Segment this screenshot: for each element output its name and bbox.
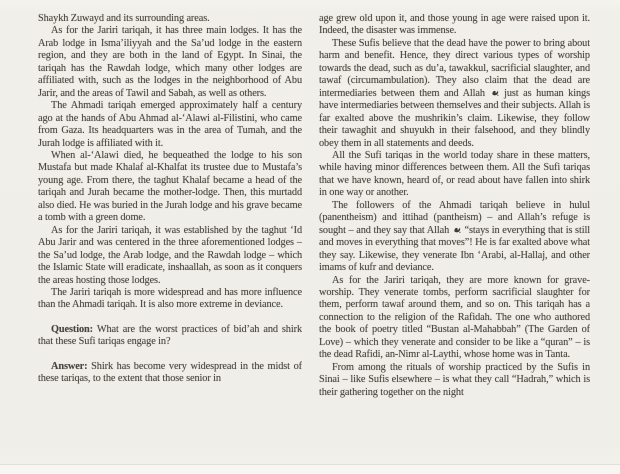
paragraph bbox=[319, 38, 590, 150]
paragraph: As for the Jariri tariqah, it was established by the taghut ‘Id Abu Jarir and was centered in the three aforementioned lodges – the Sa’ud lodge, the Arab lodge, and the Rawdah lodge – which the Islamic State will eradicate, inshaallah, as soon as it conquers the areas hosting those lodges. bbox=[38, 224, 302, 286]
allah-honorific-icon bbox=[453, 226, 461, 234]
paragraph bbox=[319, 200, 590, 275]
question-paragraph bbox=[38, 324, 302, 349]
question-text: What are the worst practices of bid’ah and shirk that these Sufi tariqas engage in? bbox=[38, 323, 302, 348]
paragraph-text: These Sufis believe that the dead have the power to bring about harm and benefit. Hence, they direct various types of worship towards the dead, such as du’a, tawakkul, sacrificial slaughter, and tawaf (circumambulation). They also claim that the dead are intermediaries between them and Allah bbox=[319, 37, 590, 99]
paragraph: When al-‘Alawi died, he bequeathed the lodge to his son Mustafa but made Khalaf al-Khalfat its trustee due to Mustafa’s young age. From there, the taghut Khalaf became a head of the tariqah and Jurah became the mother-lodge. Then, this murtadd also died. He was buried in the Jurah lodge and his grave became a tomb with a green dome. bbox=[38, 149, 302, 224]
page-bottom-edge bbox=[0, 464, 620, 474]
paragraph-text: “stays in everything that is still and moves in everything that moves”! He is far exalted above what they say. Likewise, they venerate Ibn ‘Arabi, al-Hallaj, and other imams of kufr and deviance. bbox=[319, 224, 590, 274]
left-column bbox=[38, 13, 302, 463]
paragraph-text: just as human kings have intermediaries between themselves and their subjects. Allah is far exalted above the mushrikin’s claim. Likewise, they follow their tawaghit and shuyukh in their falsehood, and they blindly obey them in all statements and deeds. bbox=[319, 87, 590, 149]
question-label: Question: bbox=[51, 323, 94, 335]
answer-paragraph bbox=[38, 361, 302, 386]
paragraph: The Jariri tariqah is more widespread and has more influence than the Ahmadi tariqah. It is also more extreme in deviance. bbox=[38, 286, 302, 311]
paragraph: All the Sufi tariqas in the world today share in these matters, while having minor differences between them. All the Sufi tariqas that we have known, heard of, or read about have fallen into shirk in one way or another. bbox=[319, 149, 590, 199]
paragraph: As for the Jariri tariqah, they are more known for grave-worship. They venerate tombs, perform sacrificial slaughter for them, perform tawaf around them, and so on. This tariqah has a connection to the religion of the Rafidah. The one who authored the book of poetry titled “Bustan al-Mahabbah” (The Garden of Love) – which they venerate and consider to be like a “quran” – is the dead Rafidi, an-Nimr al-Laythi, whose home was in Tanta. bbox=[319, 274, 590, 361]
paragraph: From among the rituals of worship practiced by the Sufis in Sinai – like Sufis elsewhere – is what they call “Hadrah,” which is their gathering together on the night bbox=[319, 361, 590, 398]
answer-label: Answer: bbox=[51, 360, 88, 372]
two-column-text-block bbox=[38, 13, 590, 463]
right-column bbox=[319, 13, 590, 463]
paragraph-continuation: Shaykh Zuwayd and its surrounding areas. bbox=[38, 13, 210, 24]
paragraph: As for the Jariri tariqah, it has three main lodges. It has the Arab lodge in Isma’iliyyah and the Sa’ud lodge in the eastern region, and they are both in the land of Egypt. In Sinai, the tariqah has the Rawdah lodge, which many other lodges are affiliated with, such as the lodges in the neighborhood of Abu Jarir, and the areas of Tawil and Sabah, as well as others. bbox=[38, 25, 302, 99]
paragraph: The Ahmadi tariqah emerged approximately half a century ago at the hands of Abu Ahmad al-‘Alawi al-Filistini, who came from Gaza. Its headquarters was in the area of Tumah, and the Jurah lodge is affiliated with it. bbox=[38, 100, 302, 149]
paragraph-continuation: age grew old upon it, and those young in age were raised upon it. Indeed, the disaster was immense. bbox=[319, 13, 590, 37]
paragraph-text: The followers of the Ahmadi tariqah believe in hulul (panentheism) and ittihad (pantheism) – and Allah’s refuge is sought – and they say that Allah bbox=[319, 199, 590, 236]
allah-honorific-icon bbox=[491, 89, 499, 97]
answer-text: Shirk has become very widespread in the midst of these tariqas, to the extent that those senior in bbox=[38, 360, 302, 385]
